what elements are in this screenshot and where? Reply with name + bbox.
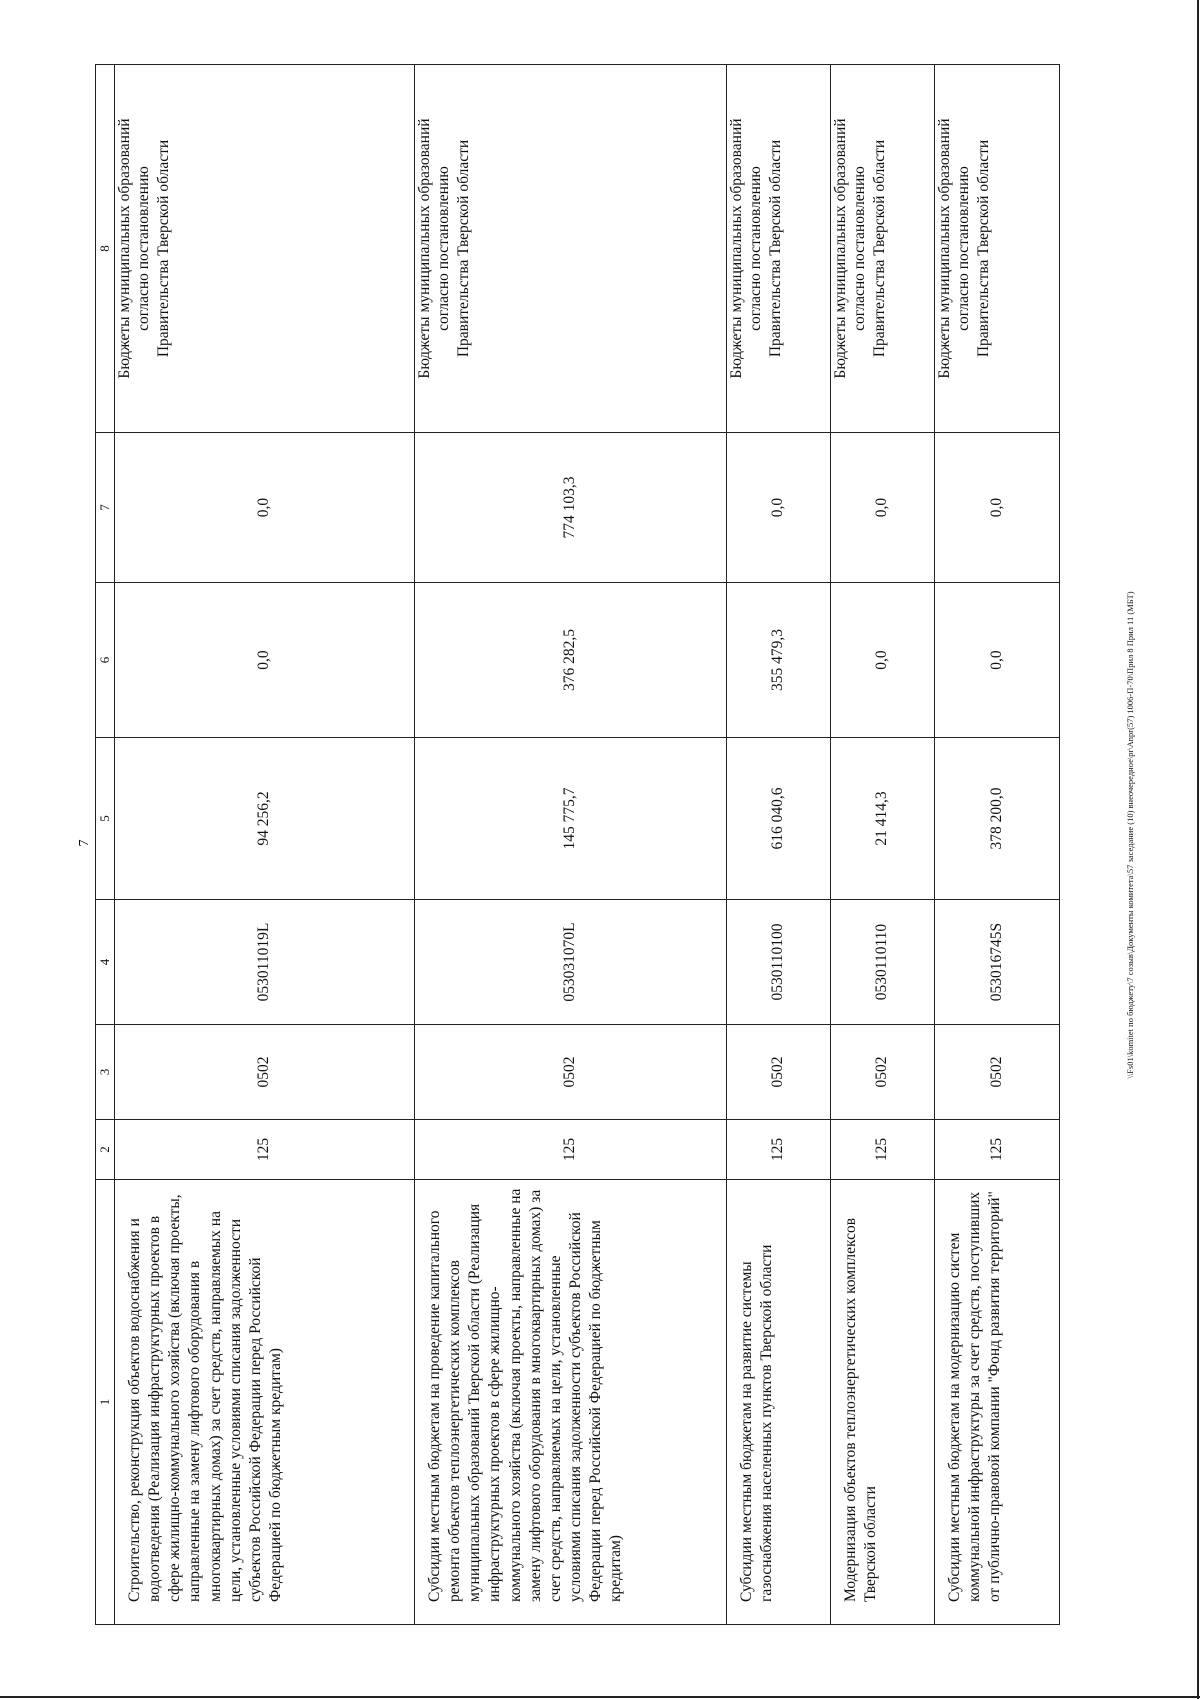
table-row — [727, 65, 831, 1625]
row-col5: 378 200,0 — [935, 738, 1060, 900]
source-line: Правительства Тверской области — [766, 139, 784, 358]
row-col7: 0,0 — [935, 433, 1060, 583]
source-line: Бюджеты муниципальных образований — [936, 118, 953, 379]
row-col7: 0,0 — [727, 433, 831, 583]
source-line: согласно постановлению — [955, 166, 973, 331]
row-col6: 376 282,5 — [415, 583, 727, 738]
row-col2: 125 — [415, 1120, 727, 1180]
row-col6: 0,0 — [115, 583, 415, 738]
row-col4: 0530110100 — [727, 900, 831, 1025]
budget-table — [95, 64, 1060, 1625]
column-header: 4 — [96, 900, 115, 1025]
row-col6: 0,0 — [935, 583, 1060, 738]
row-source — [935, 65, 1060, 433]
row-col5: 145 775,7 — [415, 738, 727, 900]
footer-file-path: \\Fs01\komitet по бюджету\7 созыв\Документы комитета\57 заседание (10) внеочередное\pr\Anpr(57) 1006-П-70\Прил 8 Прил 11 (МБТ) — [1125, 591, 1135, 1079]
row-col3: 0502 — [115, 1025, 415, 1120]
column-header: 5 — [96, 738, 115, 900]
row-source — [831, 65, 935, 433]
source-line: Бюджеты муниципальных образований — [832, 118, 849, 379]
source-line: согласно постановлению — [851, 166, 869, 331]
row-col2: 125 — [831, 1120, 935, 1180]
row-col4: 0530110110 — [831, 900, 935, 1025]
table-row — [115, 65, 415, 1625]
column-header: 8 — [96, 65, 115, 433]
scan-border-right — [1197, 0, 1199, 1699]
table-row — [415, 65, 727, 1625]
column-header-row — [96, 65, 115, 1625]
row-col3: 0502 — [727, 1025, 831, 1120]
row-col2: 125 — [115, 1120, 415, 1180]
page-number: 7 — [77, 839, 92, 847]
source-line: согласно постановлению — [135, 166, 153, 331]
column-header: 1 — [96, 1180, 115, 1625]
source-line: Бюджеты муниципальных образований — [116, 118, 133, 379]
source-line: Правительства Тверской области — [454, 139, 472, 358]
source-line: Правительства Тверской области — [154, 139, 172, 358]
row-col3: 0502 — [935, 1025, 1060, 1120]
row-col4: 053031070L — [415, 900, 727, 1025]
column-header: 2 — [96, 1120, 115, 1180]
row-description: Строительство, реконструкция объектов водоснабжения и водоотведения (Реализация инфраструктурных проектов в сфере жилищно-коммунального хозяйства (включая проекты, направленные на замену лифтового оборудования в многоквартирных домах) за счет средств, направляемых на цели, установленные условиями списания задолженности субъектов Российской Федерации перед Российской Федерацией по бюджетным кредитам) — [115, 1180, 415, 1625]
source-line: Правительства Тверской области — [974, 139, 992, 358]
row-col3: 0502 — [831, 1025, 935, 1120]
row-description: Субсидии местным бюджетам на проведение капитального ремонта объектов теплоэнергетических комплексов муниципальных образований Тверской области (Реализация инфраструктурных проектов в сфере жилищно-коммунального хозяйства (включая проекты, направленные на замену лифтового оборудования в многоквартирных домах) за счет средств, направляемых на цели, установленные условиями списания задолженности субъектов Российской Федерации перед Российской Федерацией по бюджетным кредитам) — [415, 1180, 727, 1625]
row-description: Субсидии местным бюджетам на развитие системы газоснабжения населенных пунктов Тверской области — [727, 1180, 831, 1625]
rotated-landscape-content — [77, 65, 1135, 1625]
row-col3: 0502 — [415, 1025, 727, 1120]
row-col5: 616 040,6 — [727, 738, 831, 900]
column-header: 3 — [96, 1025, 115, 1120]
row-col6: 355 479,3 — [727, 583, 831, 738]
source-line: согласно постановлению — [747, 166, 765, 331]
source-line: Бюджеты муниципальных образований — [728, 118, 745, 379]
row-col4: 053011019L — [115, 900, 415, 1025]
row-col5: 21 414,3 — [831, 738, 935, 900]
row-col5: 94 256,2 — [115, 738, 415, 900]
scan-border-bottom — [0, 1696, 1200, 1698]
row-col4: 053016745S — [935, 900, 1060, 1025]
row-col7: 0,0 — [831, 433, 935, 583]
row-col7: 0,0 — [115, 433, 415, 583]
table-row — [935, 65, 1060, 1625]
row-description: Субсидии местным бюджетам на модернизацию систем коммунальной инфраструктуры за счет средств, поступивших от публично-правовой компании "Фонд развития территорий" — [935, 1180, 1060, 1625]
row-description: Модернизация объектов теплоэнергетических комплексов Тверской области — [831, 1180, 935, 1625]
column-header: 6 — [96, 583, 115, 738]
source-line: Правительства Тверской области — [870, 139, 888, 358]
row-source — [415, 65, 727, 433]
row-source — [727, 65, 831, 433]
row-col7: 774 103,3 — [415, 433, 727, 583]
source-line: согласно постановлению — [435, 166, 453, 331]
table-row — [831, 65, 935, 1625]
row-col2: 125 — [727, 1120, 831, 1180]
column-header: 7 — [96, 433, 115, 583]
row-col2: 125 — [935, 1120, 1060, 1180]
row-col6: 0,0 — [831, 583, 935, 738]
row-source — [115, 65, 415, 433]
source-line: Бюджеты муниципальных образований — [416, 118, 433, 379]
